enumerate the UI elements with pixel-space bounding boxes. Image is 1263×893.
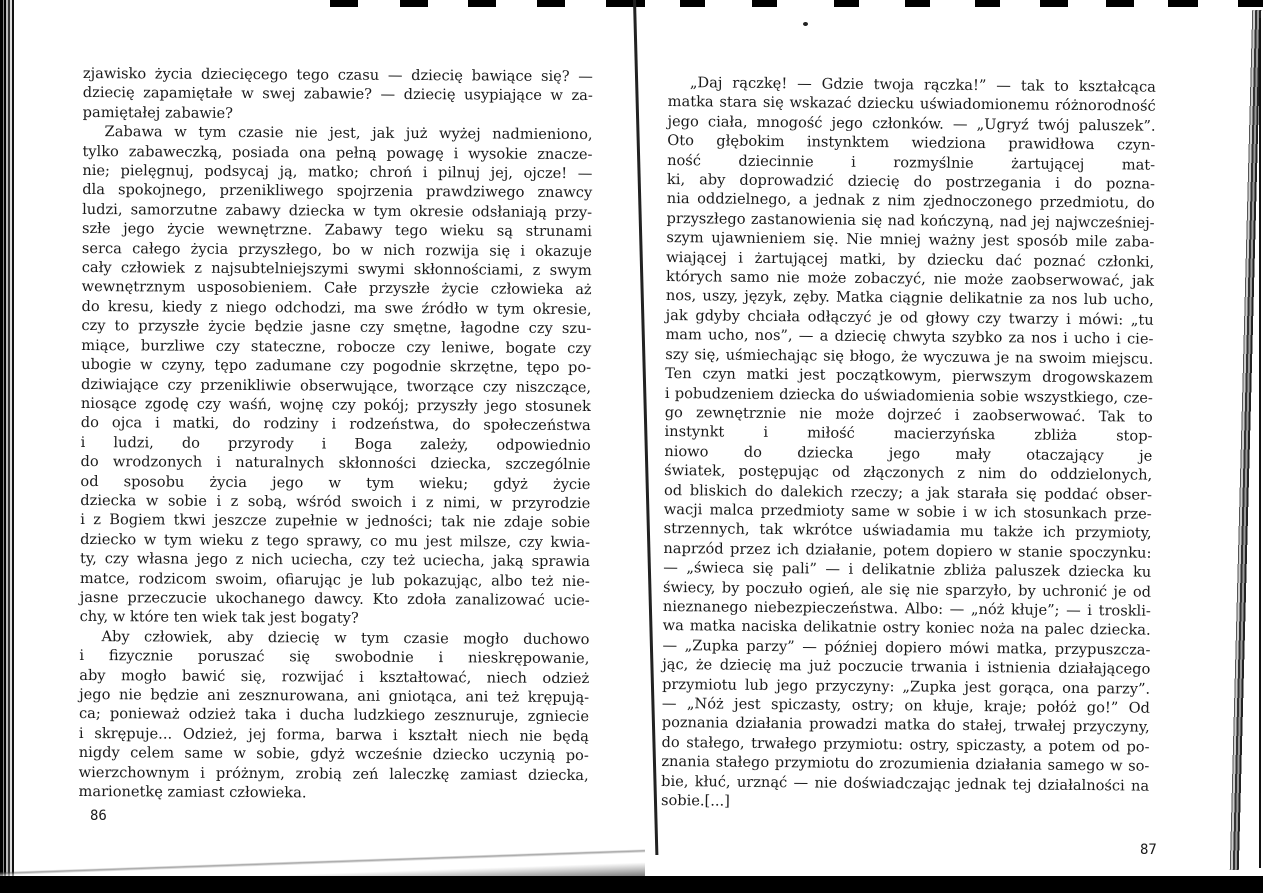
text-line: marionetkę zamiast człowieka.: [78, 783, 307, 802]
text-line: — „świeca się pali” — i delikatnie zbliża paluszek dziecka ku: [663, 559, 1152, 581]
text-line: matce, rodzicom swoim, ofiarując je lub pokazując, albo też nie-: [79, 569, 590, 590]
scan-speck: [803, 22, 808, 26]
text-line: do stałego, trwałego przymiotu: ostry, spiczasty, a potem od po-: [661, 733, 1150, 756]
text-line: matka stara się wskazać dziecku uświadomionemu różnorodność: [667, 93, 1156, 116]
text-line: miące, burzliwe czy stateczne, robocze czy leniwe, bogate czy: [81, 336, 592, 357]
text-line: zjawisko życia dziecięcego tego czasu — dziecię bawiące się? —: [82, 64, 593, 86]
text-line: jak gdyby chciała odłączyć je od głowy czy twarzy i mówi: „tu: [665, 306, 1154, 329]
text-line: naprzód przez ich działanie, potem dopiero w stanie spoczynku:: [663, 539, 1152, 562]
text-line: i pobudzeniem dziecka do uświadomienia sobie wszystkiego, cze-: [664, 384, 1153, 407]
text-line: których samo nie może zobaczyć, nie może zaobserwować, jak: [665, 268, 1155, 290]
text-line: przyszłego zastanowienia się nad kończyną, nad jej najwcześniej-: [666, 209, 1155, 232]
text-line: nie; pielęgnuj, podsycaj ją, matko; chroń i pilnuj jej, ojcze! —: [82, 162, 593, 183]
text-line: wiającej i żartującej matki, by dziecku dać poznać członki,: [666, 248, 1155, 271]
text-line: — „Zupka parzy” — później dopiero mówi matka, przypuszcza-: [662, 636, 1151, 659]
text-line: szym ujawnieniem się. Nie mniej ważny jest sposób mile zaba-: [666, 229, 1155, 251]
text-line: nia oddzielnego, a jednak z nim zjednoczonego przedmiotu, do: [666, 190, 1155, 213]
text-line: serca całego życia przyszłego, bo w nich rozwija się i okazuje: [81, 239, 592, 260]
text-line: chy, w które ten wiek tak jest bogaty?: [79, 608, 359, 628]
text-line: wierzchownym i próżnym, zrobią zeń laleczkę zamiast dziecka,: [78, 763, 589, 784]
right-edge-line: [1259, 18, 1261, 868]
text-line: światek, postępując od złączonych z nim do oddzielonych,: [664, 462, 1153, 484]
scan-edge-block: [1238, 0, 1263, 7]
left-page: [78, 64, 592, 805]
scan-edge-block: [1168, 0, 1198, 7]
scan-edge-block: [1106, 0, 1134, 7]
text-line: wa matka naciska delikatnie ostry koniec noża na palec dziecka.: [662, 617, 1151, 640]
bottom-scan-edge: [0, 876, 1263, 893]
text-line: dla spokojnego, przenikliwego spojrzenia prawdziwego znawcy: [82, 181, 593, 202]
text-line: niowo do dziecka jego mały otaczający je: [664, 442, 1153, 465]
text-line: jego ciała, mnogość jego członków. — „Ugryź twój paluszek”.: [667, 112, 1156, 135]
text-line: świecy, by poczuło ogień, ale się nie sparzyło, by uchronić je od: [662, 578, 1152, 601]
text-line: ki, aby doprowadzić dziecię do postrzegania i do pozna-: [666, 171, 1156, 193]
text-line: ubogie w czyny, tępo zadumane czy pogodnie skrzętne, tępo po-: [81, 356, 592, 377]
text-line: wewnętrznym usposobieniem. Całe przyszłe życie człowieka aż: [81, 278, 592, 299]
left-book-edge: [0, 0, 18, 880]
text-line: znania stałego przymiotu do zrozumienia działania samego w so-: [661, 753, 1150, 775]
text-line: aby mogło bawić się, rozwijać i kształtować, niech odzież: [79, 666, 590, 687]
text-line: wacji malca przedmioty same w sobie i w ich stosunkach prze-: [663, 500, 1152, 523]
text-line: przymiotu lub jego przyczyny: „Zupka jest gorąca, ona parzy”.: [662, 675, 1151, 698]
text-line: poznania działania prowadzi matka do stałej, trwałej przyczyny,: [661, 714, 1150, 737]
text-line: jego nie będzie ani zesznurowana, ani gniotąca, ani też krępują-: [79, 685, 590, 707]
text-line: dziecię zapamiętałe w swej zabawie? — dziecię usypiające w za-: [82, 84, 593, 105]
text-line: mam ucho, nos”, — a dziecię chwyta szybko za nos i ucho i cie-: [665, 326, 1154, 348]
text-line: jasne przeczucie ukochanego dawcy. Kto zdoła zanalizować ucie-: [79, 588, 590, 610]
text-line: strzennych, tak wkrótce uświadamia mu także ich przymioty,: [663, 520, 1152, 543]
text-line: Oto głębokim instynktem wiedziona prawidłowa czyn-: [667, 132, 1156, 154]
book-gutter-line: [633, 0, 658, 855]
scan-edge-block: [680, 0, 705, 7]
text-line: dziecka w sobie i z sobą, wśród swoich i z nimi, w przyrodzie: [80, 491, 591, 513]
text-line: od sposobu życia jego w tym wieku; gdyż życie: [80, 472, 591, 493]
scan-edge-block: [330, 0, 358, 7]
right-page: [661, 73, 1156, 815]
text-line: instynkt i miłość macierzyńska zbliża stop-: [664, 423, 1153, 445]
text-line: i z Bogiem tkwi jeszcze zupełnie w jedności; tak nie zdaje sobie: [80, 511, 591, 532]
text-line: od bliskich do dalekich rzeczy; a jak starała się poddać obser-: [663, 481, 1153, 504]
text-line: pamiętałej zabawie?: [82, 103, 234, 122]
text-line: Aby człowiek, aby dziecię w tym czasie mogło duchowo: [101, 627, 590, 648]
text-line: szy się, uśmiechając się błogo, że wyczuwa je na swoim miejscu.: [665, 345, 1154, 368]
scan-edge-block: [975, 0, 1000, 7]
text-line: i fizycznie poruszać się swobodnie i nieskrępowanie,: [79, 647, 590, 668]
text-line: do wrodzonych i naturalnych skłonności dziecka, szczególnie: [80, 453, 591, 474]
text-line: go zewnętrznie nie może dojrzeć i zaobserwować. Tak to: [664, 403, 1153, 426]
text-line: nos, uszy, język, zęby. Matka ciągnie delikatnie za nos lub ucho,: [665, 287, 1154, 310]
page-number-right: 87: [1140, 842, 1157, 858]
scan-edge-block: [752, 0, 777, 7]
scan-edge-block: [468, 0, 496, 7]
page-number-left: 86: [90, 808, 107, 824]
text-line: ność dziecinnie i rozmyślnie żartującej mat-: [667, 151, 1156, 174]
text-line: dziwiające czy przenikliwie obserwujące, tworzące czy niszczące,: [80, 375, 592, 396]
scan-edge-block: [537, 0, 565, 7]
text-line: niosące zgodę czy waśń, wojnę czy pokój; przyszły jego stosunek: [80, 394, 591, 416]
text-line: i skrępuje... Odzież, jej forma, barwa i kształt niech nie będą: [78, 724, 589, 745]
text-line: szłe jego życie wewnętrzne. Zabawy tego wieku są strunami: [81, 220, 593, 241]
text-line: tylko zabaweczką, posiada ona pełną powagę i wysokie znacze-: [82, 142, 593, 163]
text-line: cały człowiek z najsubtelniejszymi swymi skłonnościami, z swym: [81, 259, 592, 280]
text-line: bie, kłuć, urznąć — nie doświadczając jednak tej działalności na: [661, 772, 1150, 795]
top-scan-edge: [0, 0, 1263, 8]
text-line: Ten czyn matki jest początkowym, pierwszym drogowskazem: [665, 365, 1154, 387]
text-line: i ludzi, do przyrody i Boga zależy, odpowiednio: [80, 433, 591, 454]
text-line: jąc, że dziecię ma już poczucie trwania i istnienia działającego: [662, 656, 1151, 678]
scan-edge-block: [1040, 0, 1068, 7]
scan-edge-block: [400, 0, 428, 7]
right-page-stack-edge: [1224, 10, 1263, 870]
text-line: „Daj rączkę! — Gdzie twoja rączka!” — tak to kształcąca: [689, 74, 1156, 96]
text-line: do kresu, kiedy z niego odchodzi, ma swe źródło w tym okresie,: [81, 297, 592, 318]
scan-edge-block: [834, 0, 859, 7]
bottom-page-shadow: [0, 848, 645, 878]
text-line: czy to przyszłe życie będzie jasne czy smętne, łagodne czy szu-: [81, 317, 592, 338]
text-line: dziecko w tym wieku z tego sprawy, co mu jest milsze, czy kwia-: [80, 530, 591, 551]
text-line: sobie.[...]: [660, 791, 730, 810]
text-line: ca; ponieważ odzież taka i ducha ludzkiego zesznuruje, zgniecie: [78, 705, 590, 726]
text-line: do ojca i matki, do rodziny i rodzeństwa, do społeczeństwa: [80, 414, 591, 435]
text-line: — „Nóż jest spiczasty, ostry; on kłuje, kraje; połóż go!” Od: [661, 694, 1151, 717]
text-line: ludzi, samorzutne zabawy dziecka w tym okresie odsłaniają przy-: [82, 200, 593, 221]
text-line: ty, czy własna jego z nich uciecha, czy też uciecha, jaką sprawia: [79, 550, 591, 571]
text-line: Zabawa w tym czasie nie jest, jak już wyżej nadmieniono,: [104, 123, 593, 144]
text-line: nieznanego niebezpieczeństwa. Albo: — „nóż kłuje”; — i troskli-: [662, 597, 1151, 620]
text-line: nigdy celem same w sobie, gdyż wcześnie dziecko uczynią po-: [78, 744, 589, 765]
scan-edge-block: [905, 0, 930, 7]
